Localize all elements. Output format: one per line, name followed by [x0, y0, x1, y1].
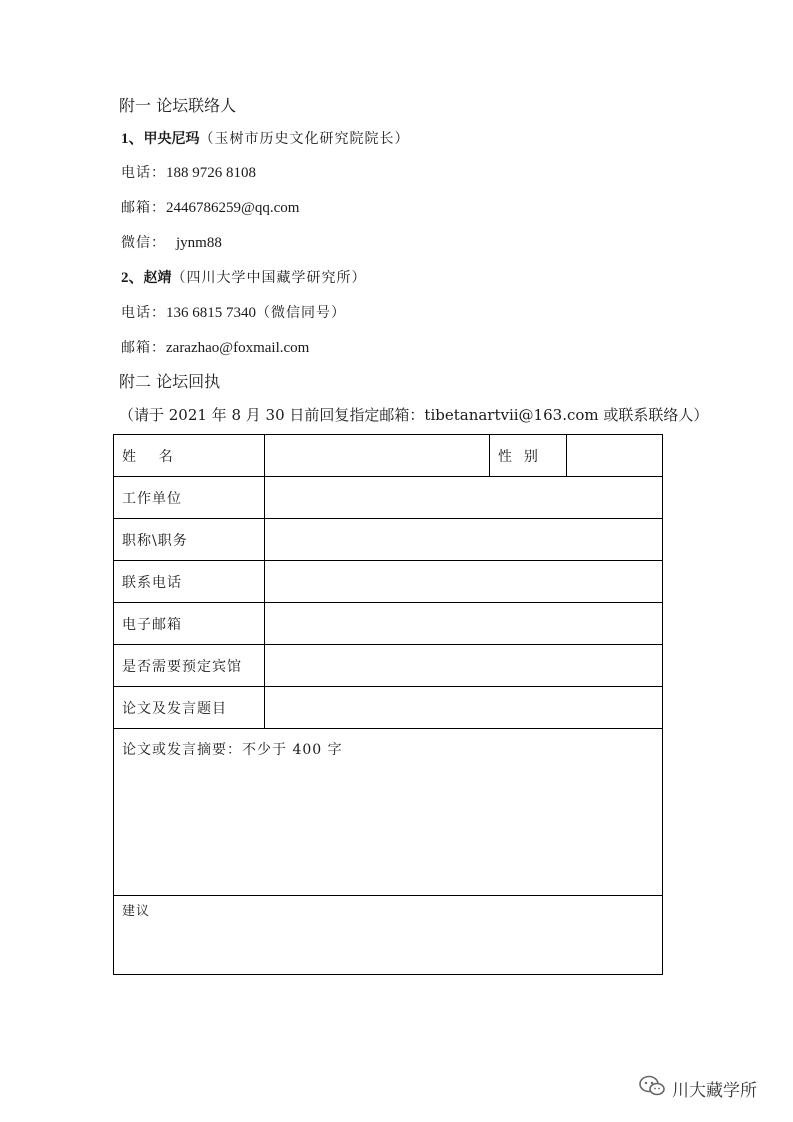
form-hotel-field[interactable] [265, 645, 663, 687]
contact2-phone: 136 6815 7340 [166, 305, 256, 321]
form-title-label: 职称\职务 [114, 519, 265, 561]
form-unit-field[interactable] [265, 477, 663, 519]
form-paper-label: 论文及发言题目 [114, 687, 265, 729]
contact2-name: 赵靖 [143, 270, 172, 286]
contact2-email-label: 邮箱： [121, 340, 166, 356]
form-row-title [114, 519, 663, 561]
form-suggest-label: 建议 [122, 904, 151, 919]
form-row-name [114, 435, 663, 477]
form-row-abstract [114, 729, 663, 896]
contact1-name: 甲央尼玛 [143, 131, 200, 147]
form-phone-field[interactable] [265, 561, 663, 603]
contact1-wechat-label: 微信： [121, 235, 166, 251]
form-gender-label: 性 别 [490, 435, 567, 477]
form-row-phone [114, 561, 663, 603]
form-gender-field[interactable] [567, 435, 663, 477]
form-hotel-label: 是否需要预定宾馆 [114, 645, 265, 687]
contact2-phone-note: （微信同号） [256, 305, 346, 321]
form-row-suggest [114, 896, 663, 975]
reply-form-table [113, 434, 663, 975]
form-email-field[interactable] [265, 603, 663, 645]
contact2-phone-line [121, 303, 346, 323]
wechat-icon [638, 1074, 666, 1102]
form-paper-field[interactable] [265, 687, 663, 729]
contact1-phone-line [121, 163, 256, 183]
form-row-hotel [114, 645, 663, 687]
contact1-phone-label: 电话： [121, 165, 166, 181]
contact1-email-line [121, 198, 299, 218]
contact1-wechat-line [121, 233, 222, 253]
annex2-note: （请于 2021 年 8 月 30 日前回复指定邮箱：tibetanartvii@163.com 或联系联络人） [119, 406, 709, 424]
form-name-field[interactable] [265, 435, 490, 477]
contact2-email-line [121, 338, 309, 358]
contact2-email: zarazhao@foxmail.com [166, 340, 310, 356]
contact1-heading [121, 129, 410, 149]
contact1-phone: 188 9726 8108 [166, 165, 256, 181]
form-row-unit [114, 477, 663, 519]
contact1-email: 2446786259@qq.com [166, 200, 300, 216]
form-title-field[interactable] [265, 519, 663, 561]
contact2-phone-label: 电话： [121, 305, 166, 321]
contact2-index: 2、 [121, 270, 144, 286]
contact1-index: 1、 [121, 131, 144, 147]
contact1-email-label: 邮箱： [121, 200, 166, 216]
watermark [638, 1074, 757, 1102]
form-phone-label: 联系电话 [114, 561, 265, 603]
form-name-label: 姓 名 [114, 435, 265, 477]
watermark-text: 川大藏学所 [672, 1080, 757, 1101]
contact1-affiliation: （玉树市历史文化研究院院长） [199, 131, 410, 147]
contact1-wechat: jynm88 [176, 235, 222, 251]
form-row-email [114, 603, 663, 645]
contact2-heading [121, 268, 367, 288]
contact2-affiliation: （四川大学中国藏学研究所） [171, 270, 367, 286]
form-unit-label: 工作单位 [114, 477, 265, 519]
form-row-paper [114, 687, 663, 729]
form-email-label: 电子邮箱 [114, 603, 265, 645]
form-suggest-field[interactable] [114, 896, 663, 975]
form-abstract-label: 论文或发言摘要：不少于 400 字 [122, 742, 343, 758]
annex2-title: 附二 论坛回执 [119, 372, 221, 391]
form-abstract-field[interactable] [114, 729, 663, 896]
annex1-title: 附一 论坛联络人 [119, 96, 237, 115]
